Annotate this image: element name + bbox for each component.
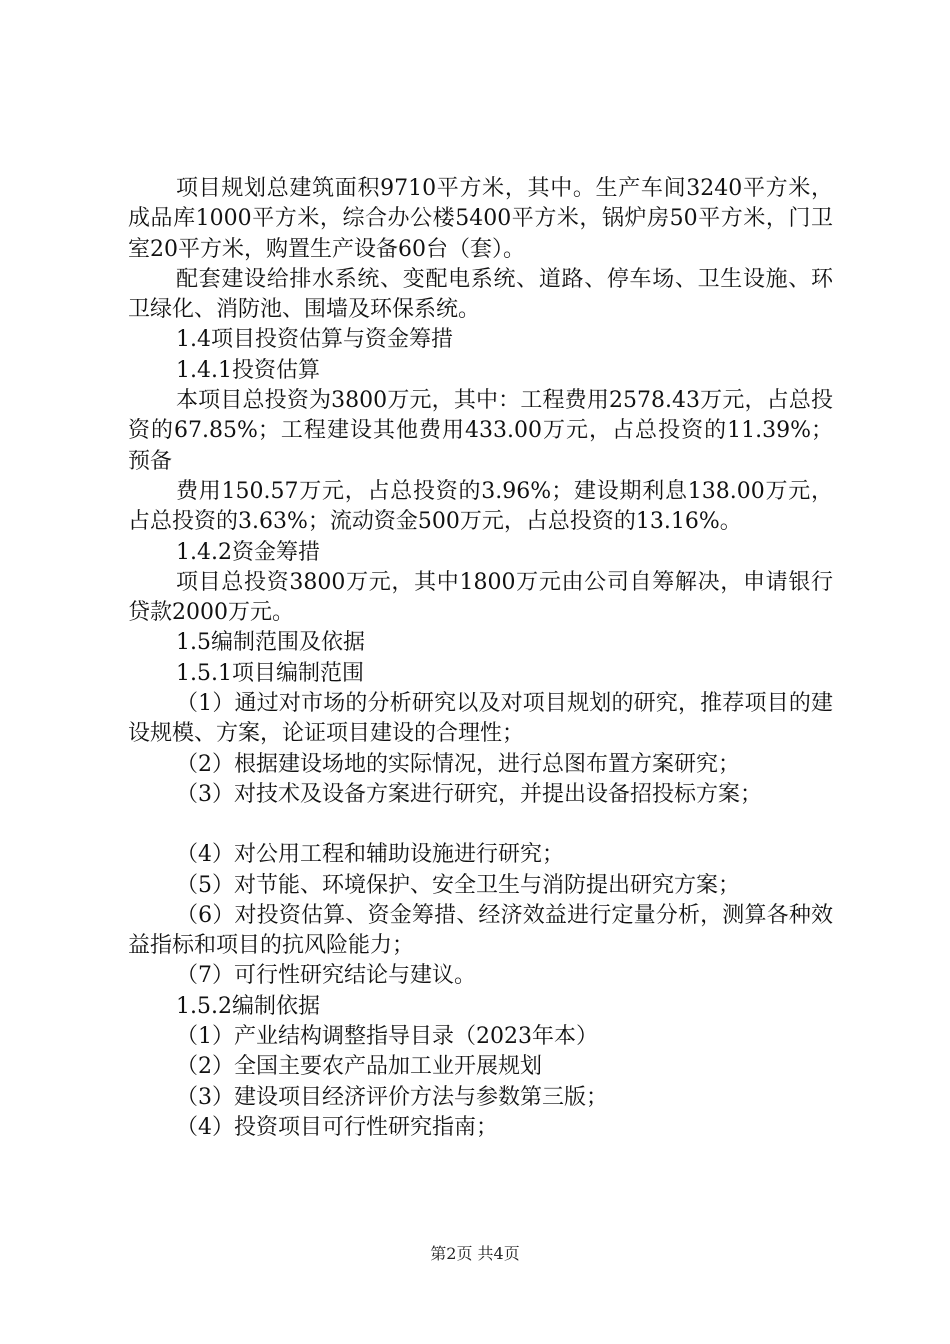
paragraph-investment-estimate: 本项目总投资为3800万元，其中：工程费用2578.43万元，占总投资的67.85%；工程建设其他费用433.00万元，占总投资的11.39%；预备 xyxy=(128,388,833,474)
heading-1-4: 1.4项目投资估算与资金筹措 xyxy=(176,327,453,353)
list-item-scope-7: （7）可行性研究结论与建议。 xyxy=(176,963,476,989)
list-item-scope-3: （3）对技术及设备方案进行研究，并提出设备招投标方案； xyxy=(176,781,762,807)
document-body xyxy=(128,174,833,1143)
page-number-footer: 第2页 共4页 xyxy=(430,1244,520,1263)
list-item-scope-5: （5）对节能、环境保护、安全卫生与消防提出研究方案； xyxy=(176,872,740,898)
heading-1-4-2: 1.4.2资金筹措 xyxy=(176,539,320,565)
paragraph-supporting-facilities: 配套建设给排水系统、变配电系统、道路、停车场、卫生设施、环卫绿化、消防池、围墙及环保系统。 xyxy=(128,266,833,323)
list-item-scope-6: （6）对投资估算、资金筹措、经济效益进行定量分析，测算各种效益指标和项目的抗风险能力； xyxy=(128,902,833,959)
heading-1-4-1: 1.4.1投资估算 xyxy=(176,357,320,383)
list-item-basis-1: （1）产业结构调整指导目录（2023年本） xyxy=(176,1024,598,1050)
list-item-scope-1: （1）通过对市场的分析研究以及对项目规划的研究，推荐项目的建设规模、方案，论证项目建设的合理性； xyxy=(128,691,833,747)
heading-1-5-2: 1.5.2编制依据 xyxy=(176,993,320,1019)
paragraph-fund-raising: 项目总投资3800万元，其中1800万元由公司自筹解决，申请银行贷款2000万元。 xyxy=(128,569,833,626)
list-item-basis-2: （2）全国主要农产品加工业开展规划 xyxy=(176,1054,542,1080)
paragraph-investment-estimate-cont: 费用150.57万元，占总投资的3.96%；建设期利息138.00万元，占总投资的3.63%；流动资金500万元，占总投资的13.16%。 xyxy=(128,478,833,535)
heading-1-5: 1.5编制范围及依据 xyxy=(176,630,365,656)
list-item-scope-2: （2）根据建设场地的实际情况，进行总图布置方案研究； xyxy=(176,751,740,777)
paragraph-building-area: 项目规划总建筑面积9710平方米，其中。生产车间3240平方米，成品库1000平方米，综合办公楼5400平方米，锅炉房50平方米，门卫室20平方米，购置生产设备60台（套）。 xyxy=(128,176,833,262)
list-item-basis-3: （3）建设项目经济评价方法与参数第三版； xyxy=(176,1084,608,1110)
list-item-scope-4: （4）对公用工程和辅助设施进行研究； xyxy=(176,842,564,868)
heading-1-5-1: 1.5.1项目编制范围 xyxy=(176,660,364,686)
list-item-basis-4: （4）投资项目可行性研究指南； xyxy=(176,1114,498,1140)
